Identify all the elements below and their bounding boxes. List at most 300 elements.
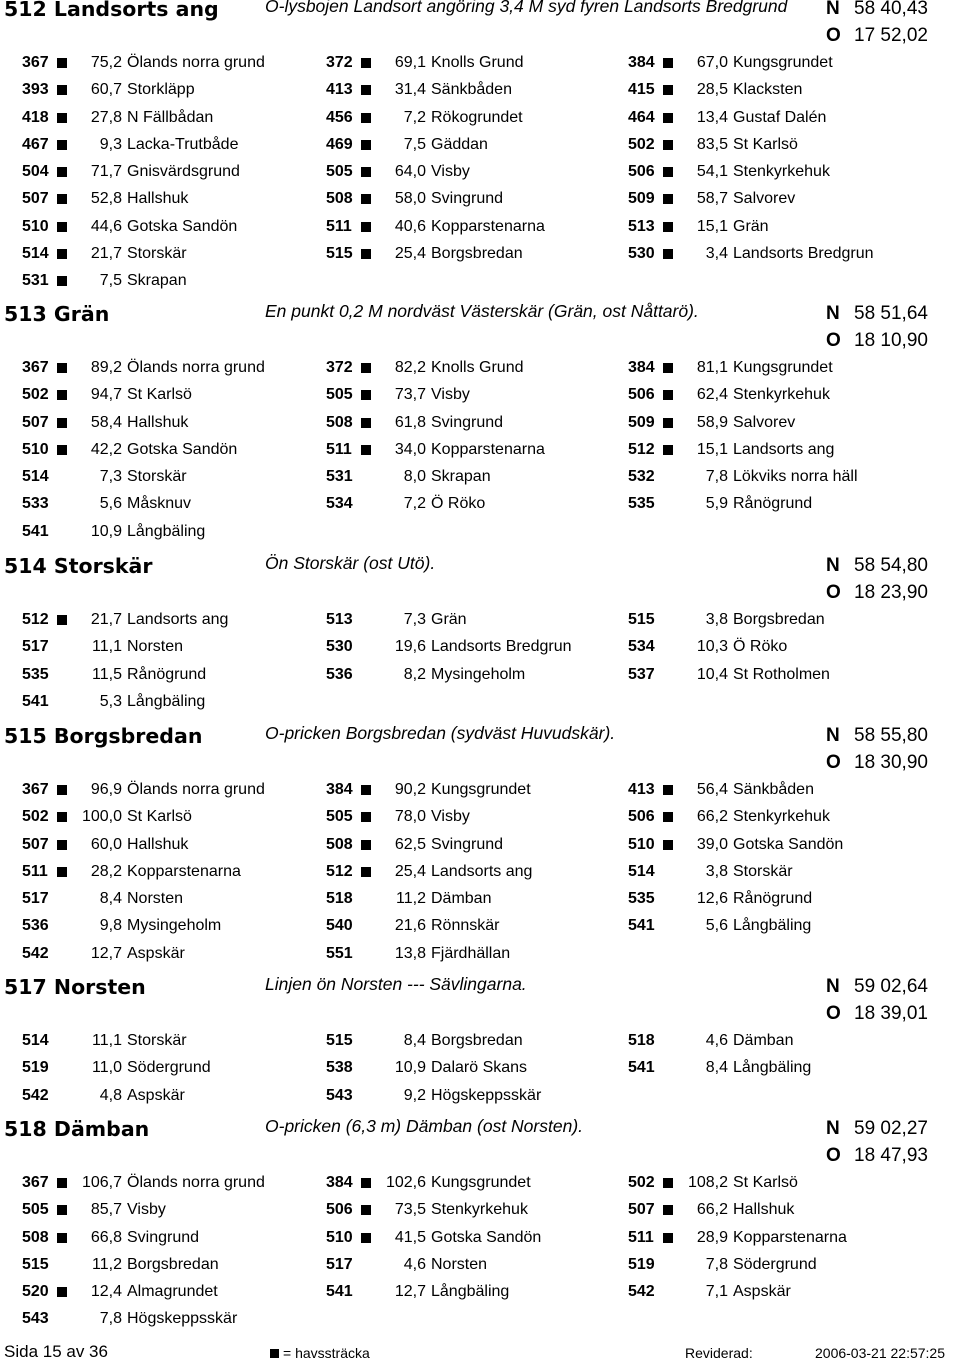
distance-value: 12,4	[90, 1283, 122, 1301]
distance-value: 21,7	[90, 611, 122, 628]
lon-label: O	[826, 330, 841, 351]
lat-value: 58 55,80	[854, 725, 928, 746]
distance-value: 9,2	[403, 1086, 426, 1104]
station-number: 507	[22, 190, 49, 208]
station-name: Landsorts Bredgrun	[431, 638, 572, 656]
distance-value: 21,6	[394, 917, 426, 935]
longitude	[826, 1145, 928, 1167]
station-entry	[0, 301, 960, 540]
distance-value: 66,2	[696, 808, 728, 826]
lat-value: 58 54,80	[854, 555, 928, 576]
station-name: Södergrund	[733, 1255, 817, 1273]
station-name: Aspskär	[127, 944, 185, 962]
station-name: Norsten	[127, 638, 184, 656]
station-name: Rökogrundet	[431, 108, 523, 126]
distance-value: 15,1	[696, 217, 728, 235]
station-number: 515	[628, 611, 655, 628]
station-name: Borgsbredan	[127, 1255, 219, 1273]
station-number: 515	[326, 245, 353, 263]
station-number: 511	[628, 1228, 654, 1246]
distance-value: 31,4	[394, 81, 426, 99]
station-number: 469	[326, 135, 353, 153]
station-number: 384	[628, 54, 655, 71]
station-number: 367	[22, 359, 49, 376]
station-name: Gnisvärdsgrund	[127, 163, 240, 181]
station-title: 517 Norsten	[4, 975, 146, 999]
distance-value: 83,5	[696, 135, 728, 153]
station-number: 517	[22, 638, 49, 656]
station-name: Knolls Grund	[431, 359, 524, 376]
station-number: 515	[22, 1255, 49, 1273]
station-entry	[0, 0, 960, 290]
station-header	[0, 1116, 960, 1166]
station-number: 541	[22, 692, 49, 710]
distance-value: 73,7	[394, 386, 426, 404]
station-number: 531	[326, 468, 353, 486]
station-number: 536	[22, 917, 49, 935]
station-name: St Karlsö	[127, 808, 192, 826]
distance-value: 25,4	[394, 245, 426, 263]
distance-value: 81,1	[696, 359, 728, 376]
station-title: 512 Landsorts ang	[4, 0, 219, 21]
station-name: Fjärdhällan	[431, 944, 511, 962]
distance-value: 41,5	[394, 1228, 426, 1246]
station-name: Visby	[431, 386, 470, 404]
station-name: Storskär	[127, 468, 187, 486]
lon-label: O	[826, 752, 841, 773]
station-number: 508	[326, 190, 353, 208]
station-name: Storskär	[127, 1032, 187, 1049]
station-number: 506	[326, 1201, 353, 1219]
distance-value: 21,7	[90, 245, 122, 263]
distance-value: 58,4	[90, 413, 122, 431]
latitude	[826, 1118, 928, 1140]
station-name: Svingrund	[431, 190, 504, 208]
station-header	[0, 301, 960, 351]
distance-value: 7,2	[403, 495, 426, 513]
lat-label: N	[826, 1118, 840, 1139]
station-number: 507	[22, 413, 49, 431]
distance-value: 52,8	[90, 190, 122, 208]
distance-value: 7,8	[99, 1310, 122, 1328]
station-name: Visby	[431, 163, 470, 181]
distance-value: 10,3	[696, 638, 728, 656]
station-number: 514	[628, 862, 655, 880]
distance-value: 11,1	[92, 1032, 122, 1049]
lon-value: 18 39,01	[854, 1003, 928, 1024]
station-number: 542	[22, 944, 49, 962]
distance-value: 106,7	[81, 1174, 122, 1191]
distance-value: 85,7	[90, 1201, 122, 1219]
station-name: Ölands norra grund	[127, 54, 265, 71]
distance-value: 9,8	[99, 917, 122, 935]
station-name: Kungsgrundet	[431, 781, 531, 798]
distance-value: 100,0	[81, 808, 122, 826]
station-number: 456	[326, 108, 353, 126]
distance-value: 13,4	[696, 108, 728, 126]
distance-value: 12,7	[394, 1283, 426, 1301]
station-number: 508	[326, 413, 353, 431]
distance-value: 7,1	[705, 1283, 728, 1301]
station-number: 541	[326, 1283, 353, 1301]
distance-value: 5,9	[705, 495, 728, 513]
station-number: 372	[326, 359, 353, 376]
station-name: Långbäling	[733, 917, 812, 935]
station-number: 534	[628, 638, 655, 656]
station-name: Svingrund	[431, 835, 504, 853]
distance-value: 90,2	[394, 781, 426, 798]
latitude	[826, 303, 928, 325]
station-name: Aspskär	[127, 1086, 185, 1104]
distance-value: 10,4	[696, 665, 728, 683]
station-number: 534	[326, 495, 353, 513]
station-number: 508	[22, 1228, 49, 1246]
station-name: Rönnskär	[431, 917, 500, 935]
station-name: Norsten	[431, 1255, 488, 1273]
station-header	[0, 0, 960, 46]
station-number: 418	[22, 108, 49, 126]
distance-value: 5,6	[705, 917, 728, 935]
station-name: Hallshuk	[127, 835, 189, 853]
station-number: 508	[326, 835, 353, 853]
station-name: Norsten	[127, 890, 184, 908]
station-number: 502	[628, 135, 655, 153]
distance-value: 42,2	[90, 440, 122, 458]
sea-route-square-icon	[270, 1349, 279, 1358]
station-number: 537	[628, 665, 655, 683]
distance-value: 60,7	[90, 81, 122, 99]
distance-value: 3,4	[705, 245, 728, 263]
lat-value: 58 40,43	[854, 0, 928, 19]
station-number: 507	[628, 1201, 655, 1219]
station-number: 509	[628, 190, 655, 208]
station-number: 505	[326, 386, 353, 404]
station-name: Gustaf Dalén	[733, 108, 827, 126]
station-number: 506	[628, 163, 655, 181]
distance-value: 13,8	[394, 944, 426, 962]
station-name: Landsorts ang	[127, 611, 229, 628]
station-number: 543	[326, 1086, 353, 1104]
station-name: Kungsgrundet	[431, 1174, 531, 1191]
distance-value: 44,6	[90, 217, 122, 235]
station-number: 530	[326, 638, 353, 656]
distance-value: 10,9	[90, 522, 122, 540]
station-name: Ölands norra grund	[127, 359, 265, 376]
station-name: Sänkbåden	[431, 81, 512, 99]
distance-value: 11,1	[92, 638, 122, 656]
station-number: 506	[628, 386, 655, 404]
station-number: 542	[22, 1086, 49, 1104]
revised-date: 2006-03-21 22:57:25	[815, 1345, 945, 1361]
station-number: 384	[326, 1174, 353, 1191]
station-name: Borgsbredan	[733, 611, 825, 628]
station-description: En punkt 0,2 M nordväst Västerskär (Grän, ost Nåttarö).	[265, 301, 699, 321]
distance-value: 96,9	[90, 781, 122, 798]
station-name: Långbäling	[733, 1059, 812, 1077]
station-number: 542	[628, 1283, 655, 1301]
station-description: Ön Storskär (ost Utö).	[265, 553, 436, 573]
distance-value: 7,5	[99, 272, 122, 290]
station-number: 506	[628, 808, 655, 826]
station-name: Visby	[431, 808, 470, 826]
lon-value: 18 23,90	[854, 582, 928, 603]
station-name: Mysingeholm	[127, 917, 222, 935]
station-number: 413	[326, 81, 353, 99]
station-name: Borgsbredan	[431, 245, 523, 263]
distance-value: 4,8	[99, 1086, 122, 1104]
station-number: 510	[22, 440, 49, 458]
station-number: 531	[22, 272, 49, 290]
station-name: Måsknuv	[127, 495, 192, 513]
station-number: 540	[326, 917, 353, 935]
distance-value: 11,0	[92, 1059, 122, 1077]
station-name: Visby	[127, 1201, 166, 1219]
lat-label: N	[826, 0, 840, 19]
page-footer	[0, 1340, 960, 1363]
station-number: 502	[22, 386, 49, 404]
longitude	[826, 330, 928, 352]
station-number: 367	[22, 1174, 49, 1191]
distance-value: 25,4	[394, 862, 426, 880]
station-number: 372	[326, 54, 353, 71]
legend	[270, 1345, 370, 1361]
station-number: 510	[22, 217, 49, 235]
distance-value: 15,1	[696, 440, 728, 458]
lat-label: N	[826, 725, 840, 746]
station-name: Knolls Grund	[431, 54, 524, 71]
page-number: Sida 15 av 36	[4, 1342, 108, 1361]
distance-value: 39,0	[696, 835, 728, 853]
lat-value: 58 51,64	[854, 303, 928, 324]
station-name: Mysingeholm	[431, 665, 526, 683]
lat-value: 59 02,27	[854, 1118, 928, 1139]
station-number: 515	[326, 1032, 353, 1049]
station-header	[0, 723, 960, 773]
station-name: Landsorts Bredgrun	[733, 245, 874, 263]
station-name: Lacka-Trutbåde	[127, 135, 239, 153]
distance-value: 27,8	[90, 108, 122, 126]
station-name: N Fällbådan	[127, 108, 214, 126]
distance-value: 61,8	[394, 413, 426, 431]
lon-value: 18 30,90	[854, 752, 928, 773]
distance-value: 71,7	[90, 163, 122, 181]
lat-label: N	[826, 976, 840, 997]
station-name: Ölands norra grund	[127, 1174, 265, 1191]
station-number: 393	[22, 81, 49, 99]
station-name: Långbäling	[431, 1283, 510, 1301]
distance-value: 28,2	[90, 862, 122, 880]
distance-value: 11,2	[92, 1255, 122, 1273]
distance-value: 94,7	[90, 386, 122, 404]
station-number: 505	[326, 808, 353, 826]
distance-value: 58,9	[696, 413, 728, 431]
distance-value: 8,0	[403, 468, 426, 486]
station-entry	[0, 723, 960, 962]
station-description: O-lysbojen Landsort angöring 3,4 M syd fyren Landsorts Bredgrund	[265, 0, 788, 16]
station-name: Högskeppsskär	[127, 1310, 238, 1328]
longitude	[826, 582, 928, 604]
station-number: 505	[22, 1201, 49, 1219]
distance-value: 4,6	[403, 1255, 426, 1273]
station-name: Stenkyrkehuk	[733, 808, 830, 826]
latitude	[826, 725, 928, 747]
longitude	[826, 752, 928, 774]
station-name: Hallshuk	[733, 1201, 795, 1219]
station-description: O-pricken (6,3 m) Dämban (ost Norsten).	[265, 1116, 584, 1136]
distance-value: 3,8	[705, 862, 728, 880]
station-name: Svingrund	[127, 1228, 200, 1246]
station-number: 415	[628, 81, 655, 99]
distance-value: 7,3	[403, 611, 426, 628]
distance-value: 28,5	[696, 81, 728, 99]
distance-value: 9,3	[99, 135, 122, 153]
station-number: 520	[22, 1283, 49, 1301]
station-name: Kungsgrundet	[733, 54, 833, 71]
station-name: Storskär	[733, 862, 793, 880]
station-number: 505	[326, 163, 353, 181]
station-description: Linjen ön Norsten --- Sävlingarna.	[265, 974, 527, 994]
station-number: 509	[628, 413, 655, 431]
station-number: 541	[628, 917, 655, 935]
station-name: Rånögrund	[733, 495, 813, 513]
latitude	[826, 976, 928, 998]
station-number: 551	[326, 944, 353, 962]
distance-value: 12,6	[696, 890, 728, 908]
legend-text: = havssträcka	[283, 1345, 370, 1361]
station-number: 511	[326, 440, 352, 458]
distance-value: 66,2	[696, 1201, 728, 1219]
lat-label: N	[826, 303, 840, 324]
distance-value: 58,7	[696, 190, 728, 208]
distance-value: 56,4	[696, 781, 728, 798]
distance-value: 54,1	[696, 163, 728, 181]
station-number: 502	[22, 808, 49, 826]
distance-value: 4,6	[705, 1032, 728, 1049]
distance-value: 73,5	[394, 1201, 426, 1219]
station-name: Lökviks norra häll	[733, 468, 858, 486]
distance-value: 62,5	[394, 835, 426, 853]
station-name: Dalarö Skans	[431, 1059, 528, 1077]
station-title: 513 Grän	[4, 302, 110, 326]
station-number: 535	[628, 890, 655, 908]
distance-value: 64,0	[394, 163, 426, 181]
distance-value: 58,0	[394, 190, 426, 208]
station-title: 518 Dämban	[4, 1117, 150, 1141]
revised-label: Reviderad:	[685, 1345, 753, 1361]
station-name: Gotska Sandön	[127, 440, 238, 458]
station-name: Grän	[431, 611, 467, 628]
lon-label: O	[826, 25, 841, 46]
distance-value: 108,2	[687, 1174, 728, 1191]
station-title: 514 Storskär	[4, 554, 153, 578]
distance-value: 7,2	[403, 108, 426, 126]
station-number: 507	[22, 835, 49, 853]
distance-value: 66,8	[90, 1228, 122, 1246]
lat-label: N	[826, 555, 840, 576]
longitude	[826, 25, 928, 47]
station-number: 512	[22, 611, 49, 628]
station-number: 517	[326, 1255, 353, 1273]
station-number: 518	[628, 1032, 655, 1049]
station-description: O-pricken Borgsbredan (sydväst Huvudskär).	[265, 723, 616, 743]
lat-value: 59 02,64	[854, 976, 928, 997]
station-name: Gotska Sandön	[127, 217, 238, 235]
station-number: 504	[22, 163, 49, 181]
station-name: Gotska Sandön	[431, 1228, 542, 1246]
lon-label: O	[826, 582, 841, 603]
station-number: 519	[22, 1059, 49, 1077]
distance-value: 89,2	[90, 359, 122, 376]
station-name: Klacksten	[733, 81, 803, 99]
distance-value: 28,9	[696, 1228, 728, 1246]
distance-value: 102,6	[385, 1174, 426, 1191]
latitude	[826, 0, 928, 20]
station-header	[0, 553, 960, 603]
station-name: Landsorts ang	[733, 440, 835, 458]
station-number: 367	[22, 781, 49, 798]
station-number: 535	[628, 495, 655, 513]
station-name: Sänkbåden	[733, 781, 814, 798]
station-number: 510	[628, 835, 655, 853]
station-name: Aspskär	[733, 1283, 791, 1301]
station-name: St Karlsö	[733, 135, 798, 153]
station-name: Hallshuk	[127, 413, 189, 431]
station-number: 532	[628, 468, 655, 486]
station-number: 384	[326, 781, 353, 798]
lon-value: 18 10,90	[854, 330, 928, 351]
station-name: Dämban	[431, 890, 492, 908]
distance-value: 75,2	[90, 54, 122, 71]
lon-value: 17 52,02	[854, 25, 928, 46]
station-number: 514	[22, 468, 49, 486]
station-name: St Rotholmen	[733, 665, 830, 683]
station-name: Ölands norra grund	[127, 781, 265, 798]
distance-value: 10,9	[394, 1059, 426, 1077]
station-number: 519	[628, 1255, 655, 1273]
station-name: St Karlsö	[127, 386, 192, 404]
station-name: Skrapan	[431, 468, 491, 486]
distance-value: 11,2	[396, 890, 426, 908]
distance-value: 60,0	[90, 835, 122, 853]
station-name: Borgsbredan	[431, 1032, 523, 1049]
station-entry	[0, 1116, 960, 1328]
station-name: Kopparstenarna	[431, 217, 545, 235]
station-name: Grän	[733, 217, 769, 235]
lon-label: O	[826, 1003, 841, 1024]
distance-value: 5,6	[99, 495, 122, 513]
distance-value: 8,4	[99, 890, 122, 908]
station-number: 513	[326, 611, 353, 628]
station-name: Storskär	[127, 245, 187, 263]
distance-value: 8,4	[403, 1032, 426, 1049]
station-number: 467	[22, 135, 49, 153]
latitude	[826, 555, 928, 577]
distance-value: 7,8	[705, 1255, 728, 1273]
station-number: 517	[22, 890, 49, 908]
station-number: 511	[22, 862, 48, 880]
lon-label: O	[826, 1145, 841, 1166]
station-number: 514	[22, 245, 49, 263]
station-name: Gotska Sandön	[733, 835, 844, 853]
station-name: Ö Röko	[733, 638, 788, 656]
distance-value: 40,6	[394, 217, 426, 235]
lon-value: 18 47,93	[854, 1145, 928, 1166]
station-name: Hallshuk	[127, 190, 189, 208]
station-name: Högskeppsskär	[431, 1086, 542, 1104]
station-name: Långbäling	[127, 522, 206, 540]
distance-value: 82,2	[394, 359, 426, 376]
station-name: Dämban	[733, 1032, 794, 1049]
